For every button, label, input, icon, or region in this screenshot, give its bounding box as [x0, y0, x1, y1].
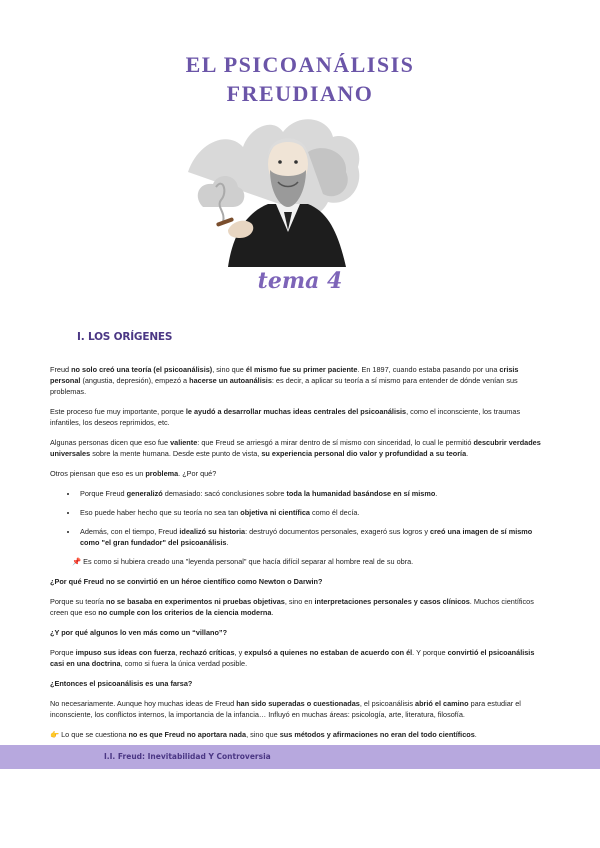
text: para estudiar el inconsciente, los conflictos internos, la importancia de la infancia… Influyó en muchas áreas: psicología, arte, literatura, filosofía. — [50, 699, 521, 719]
list-item — [78, 488, 550, 499]
footer-label: I.I. Freud: Inevitabilidad Y Controversia — [104, 752, 271, 761]
text: Freud — [50, 365, 72, 374]
conclusion — [50, 729, 550, 740]
emphasis: no solo creó una teoría (el psicoanálisis) — [71, 365, 213, 374]
list-item — [78, 507, 550, 518]
question-heading: ¿Por qué Freud no se convirtió en un héroe científico como Newton o Darwin? — [50, 577, 323, 586]
text: Este proceso fue muy importante, porque — [50, 407, 186, 416]
section-heading: I. LOS ORÍGENES — [77, 331, 173, 343]
text: Otros piensan que eso es un — [50, 469, 146, 478]
text: Porque Freud — [80, 489, 127, 498]
text: , el psicoanálisis — [359, 699, 416, 708]
footer-bar — [0, 745, 600, 769]
text: : que Freud se arriesgó a mirar dentro de sí mismo con sinceridad, lo cual le permitió — [197, 438, 474, 447]
text: Lo que se cuestiona — [61, 730, 129, 739]
text: Eso puede haber hecho que su teoría no sea tan — [80, 508, 241, 517]
text: demasiado: sacó conclusiones sobre — [162, 489, 287, 498]
text: , sino que — [212, 365, 246, 374]
text: . — [435, 489, 438, 498]
text: . — [474, 730, 477, 739]
emphasis: problema — [145, 469, 179, 478]
emphasis: no se basaba en experimentos ni pruebas objetivas — [105, 597, 285, 606]
paragraph — [50, 437, 550, 459]
emphasis: no es que Freud no aportara nada — [128, 730, 247, 739]
text: sobre la mente humana. Desde este punto de vista, — [90, 449, 262, 458]
text: Porque — [50, 648, 76, 657]
emphasis: él mismo fue su primer paciente — [245, 365, 358, 374]
paragraph — [50, 406, 550, 428]
text: . En 1897, cuando estaba pasando por una — [357, 365, 500, 374]
emphasis: rechazó críticas — [179, 648, 235, 657]
title-line-1: EL PSICOANÁLISIS — [185, 52, 415, 77]
emphasis: interpretaciones personales y casos clínicos — [314, 597, 470, 606]
text: como él decía. — [310, 508, 360, 517]
title-line-2: FREUDIANO — [226, 81, 374, 106]
text: , como el inconsciente, los traumas infantiles, los deseos reprimidos, etc. — [50, 407, 521, 427]
text: : destruyó documentos personales, exageró sus logros y — [245, 527, 431, 536]
emphasis: valiente — [170, 438, 198, 447]
text: . — [226, 538, 229, 547]
document-title — [0, 50, 600, 108]
document-body — [50, 364, 550, 749]
emphasis: generalizó — [126, 489, 163, 498]
emphasis: descubrir verdades universales — [50, 438, 541, 458]
text: , y — [234, 648, 245, 657]
text: Además, con el tiempo, Freud — [80, 527, 180, 536]
emphasis: idealizó su historia — [179, 527, 246, 536]
text: Es como si hubiera creado una "leyenda personal" que hacía difícil separar al hombre real de su obra. — [83, 557, 414, 566]
topic-subtitle: tema 4 — [257, 268, 343, 294]
text: . ¿Por qué? — [178, 469, 217, 478]
emphasis: abrió el camino — [415, 699, 469, 708]
emphasis: no cumple con los criterios de la ciencia moderna — [98, 608, 272, 617]
text: : es decir, a aplicar su teoría a sí mismo para entender de dónde venían sus problemas. — [50, 376, 518, 396]
text: (angustia, depresión), empezó a — [80, 376, 190, 385]
text: , — [175, 648, 180, 657]
emphasis: convirtió el psicoanálisis casi en una doctrina — [50, 648, 535, 668]
emphasis: su experiencia personal dio valor y profundidad a su teoría — [261, 449, 467, 458]
text: , como si fuera la única verdad posible. — [120, 659, 248, 668]
text: . — [271, 608, 274, 617]
paragraph — [50, 364, 550, 397]
emphasis: creó una imagen de sí mismo como "el gran fundador" del psicoanálisis — [80, 527, 533, 547]
pin-note — [50, 556, 550, 567]
pushpin-icon: 📌 — [72, 557, 82, 566]
freud-portrait-illustration — [188, 112, 364, 267]
emphasis: expulsó a quienes no estaban de acuerdo con él — [244, 648, 413, 657]
emphasis: sus métodos y afirmaciones no eran del todo científicos — [279, 730, 475, 739]
paragraph — [50, 698, 550, 720]
pointing-hand-icon: 👉 — [50, 730, 60, 739]
text: . Y porque — [412, 648, 448, 657]
text: , sino en — [284, 597, 315, 606]
bullet-list — [50, 488, 550, 548]
paragraph — [50, 596, 550, 618]
emphasis: objetiva ni científica — [240, 508, 310, 517]
emphasis: impuso sus ideas con fuerza — [75, 648, 176, 657]
emphasis: toda la humanidad basándose en sí mismo — [286, 489, 436, 498]
text: Porque su teoría — [50, 597, 106, 606]
emphasis: han sido superadas o cuestionadas — [236, 699, 360, 708]
question-heading: ¿Y por qué algunos lo ven más como un “villano”? — [50, 628, 228, 637]
emphasis: crisis personal — [50, 365, 519, 385]
text: No necesariamente. Aunque hoy muchas ideas de Freud — [50, 699, 237, 708]
paragraph — [50, 647, 550, 669]
question-heading: ¿Entonces el psicoanálisis es una farsa? — [50, 679, 193, 688]
text: , sino que — [246, 730, 280, 739]
emphasis: le ayudó a desarrollar muchas ideas centrales del psicoanálisis — [185, 407, 407, 416]
list-item — [78, 526, 550, 548]
text: . — [466, 449, 469, 458]
text: Algunas personas dicen que eso fue — [50, 438, 171, 447]
emphasis: hacerse un autoanálisis — [189, 376, 272, 385]
text: . Muchos científicos creen que eso — [50, 597, 534, 617]
paragraph — [50, 468, 550, 479]
